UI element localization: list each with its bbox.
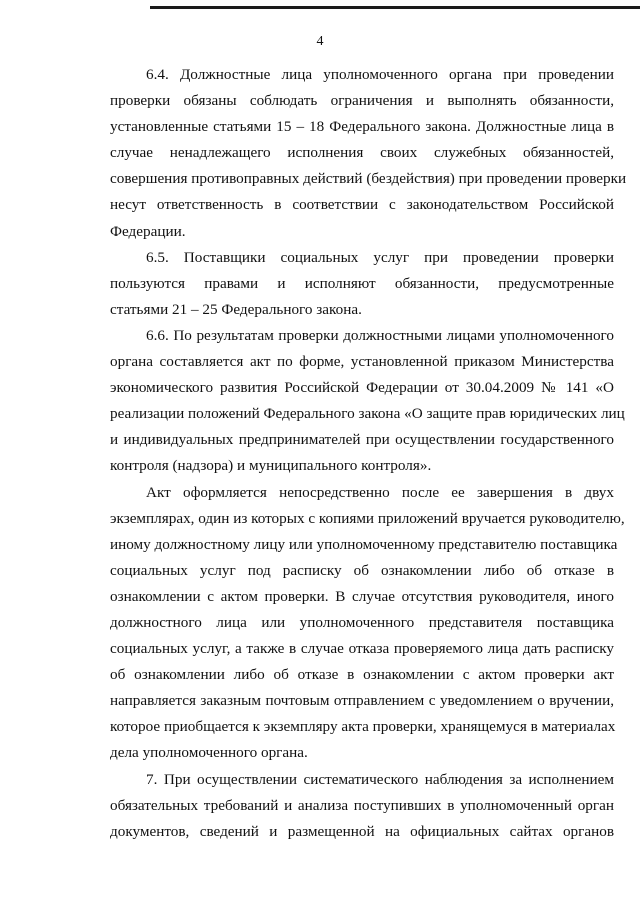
header-rule [150,6,640,9]
text-line: совершения противоправных действий (бездействия) при проведении проверки [110,170,627,188]
text-line: пользуются правами и исполняют обязанности, предусмотренные [110,274,614,292]
text-line: контроля (надзора) и муниципального контроля». [110,457,432,475]
text-line: установленные статьями 15 – 18 Федерального закона. Должностные лица в [110,118,614,136]
text-line: реализации положений Федерального закона «О защите прав юридических лиц [110,405,625,423]
text-line: которое приобщается к экземпляру акта проверки, хранящемуся в материалах [110,718,616,736]
text-line: статьями 21 – 25 Федерального закона. [110,300,362,318]
paragraph-6-5 [110,245,614,323]
text-line: Федерации. [110,222,186,240]
text-line: иному должностному лицу или уполномоченному представителю поставщика [110,535,618,553]
page-number: 4 [316,34,324,49]
text-line: 6.6. По результатам проверки должностными лицами уполномоченного [146,326,614,344]
text-line: несут ответственность в соответствии с законодательством Российской [110,196,614,214]
text-line: Акт оформляется непосредственно после ее завершения в двух [146,483,614,501]
document-body [110,62,627,845]
text-line: экземплярах, один из которых с копиями приложений вручается руководителю, [110,509,625,527]
text-line: проверки обязаны соблюдать ограничения и выполнять обязанности, [110,92,614,110]
text-line: 6.5. Поставщики социальных услуг при проведении проверки [146,248,614,266]
text-line: об ознакомлении либо об отказе в ознакомлении с актом проверки акт [110,666,614,684]
text-line: ознакомлении с актом проверки. В случае отсутствия руководителя, иного [110,587,614,605]
text-line: социальных услуг, а также в случае отказа проверяемого лица дать расписку [110,640,614,658]
paragraph-7 [110,767,614,845]
text-line: дела уполномоченного органа. [110,744,308,762]
paragraph-act [110,480,625,767]
text-line: социальных услуг под расписку об ознакомлении либо об отказе в [110,561,614,579]
text-line: 7. При осуществлении систематического наблюдения за исполнением [146,770,614,788]
text-line: случае ненадлежащего исполнения своих служебных обязанностей, [110,144,614,162]
text-line: и индивидуальных предпринимателей при осуществлении государственного [110,431,614,449]
text-line: органа составляется акт по форме, установленной приказом Министерства [110,353,614,371]
text-line: экономического развития Российской Федерации от 30.04.2009 № 141 «О [110,379,614,397]
text-line: должностного лица или уполномоченного представителя поставщика [110,613,614,631]
paragraph-6-6 [110,323,625,480]
text-line: обязательных требований и анализа поступивших в уполномоченный орган [110,796,614,814]
text-line: 6.4. Должностные лица уполномоченного органа при проведении [146,66,614,83]
text-line: документов, сведений и размещенной на официальных сайтах органов [110,822,614,840]
paragraph-6-4 [110,62,627,245]
text-line: направляется заказным почтовым отправлением с уведомлением о вручении, [110,692,614,710]
